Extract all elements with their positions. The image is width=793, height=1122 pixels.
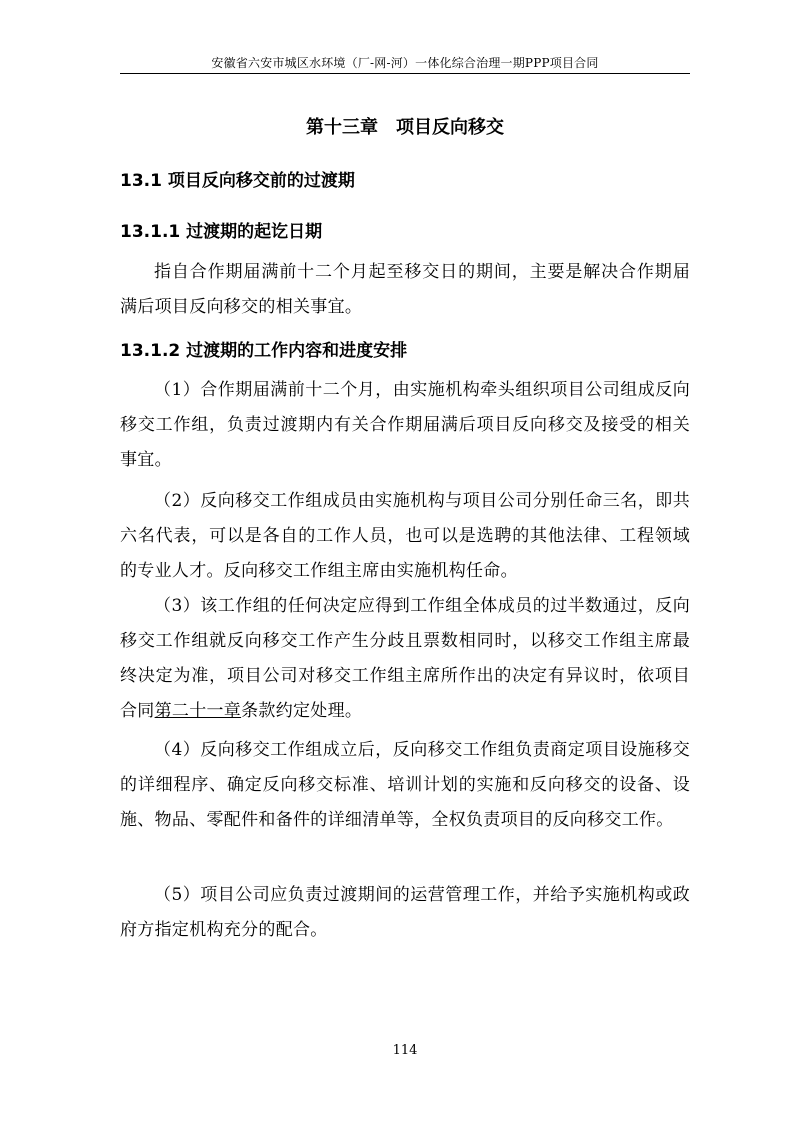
list-item-5: （5）项目公司应负责过渡期间的运营管理工作，并给予实施机构或政府方指定机构充分的配合。	[120, 885, 690, 940]
list-item-1: （1）合作期届满前十二个月，由实施机构牵头组织项目公司组成反向移交工作组，负责过渡期内有关合作期届满后项目反向移交及接受的相关事宜。	[120, 380, 690, 470]
section-heading-13-1-1: 13.1.1 过渡期的起讫日期	[120, 222, 323, 242]
header-divider	[120, 73, 690, 74]
chapter-title: 第十三章 项目反向移交	[306, 117, 504, 138]
list-item-3	[120, 589, 690, 729]
list-item-2: （2）反向移交工作组成员由实施机构与项目公司分别任命三名，即共六名代表，可以是各自的工作人员，也可以是选聘的其他法律、工程领域的专业人才。反向移交工作组主席由实施机构任命。	[120, 491, 690, 581]
list-item-3-text-before: （3）该工作组的任何决定应得到工作组全体成员的过半数通过，反向移交工作组就反向移交工作产生分歧且票数相同时，以移交工作组主席最终决定为准，项目公司对移交工作组主席所作出的决定有异议时，依项目合同	[120, 596, 690, 721]
section-heading-13-1: 13.1 项目反向移交前的过渡期	[120, 171, 355, 191]
transition-period-definition: 指自合作期届满前十二个月起至移交日的期间，主要是解决合作期届满后项目反向移交的相关事宜。	[120, 262, 690, 317]
running-header-title: 安徽省六安市城区水环境（厂-网-河）一体化综合治理一期PPP项目合同	[211, 56, 599, 70]
page-number: 114	[392, 1043, 418, 1058]
list-item-4: （4）反向移交工作组成立后，反向移交工作组负责商定项目设施移交的详细程序、确定反向移交标准、培训计划的实施和反向移交的设备、设施、物品、零配件和备件的详细清单等，全权负责项目的反向移交工作。	[120, 740, 690, 830]
section-heading-13-1-2: 13.1.2 过渡期的工作内容和进度安排	[120, 341, 408, 361]
list-item-3-text-after: 条款约定处理。	[241, 701, 363, 721]
chapter-21-cross-reference-link[interactable]: 第二十一章	[154, 701, 242, 721]
